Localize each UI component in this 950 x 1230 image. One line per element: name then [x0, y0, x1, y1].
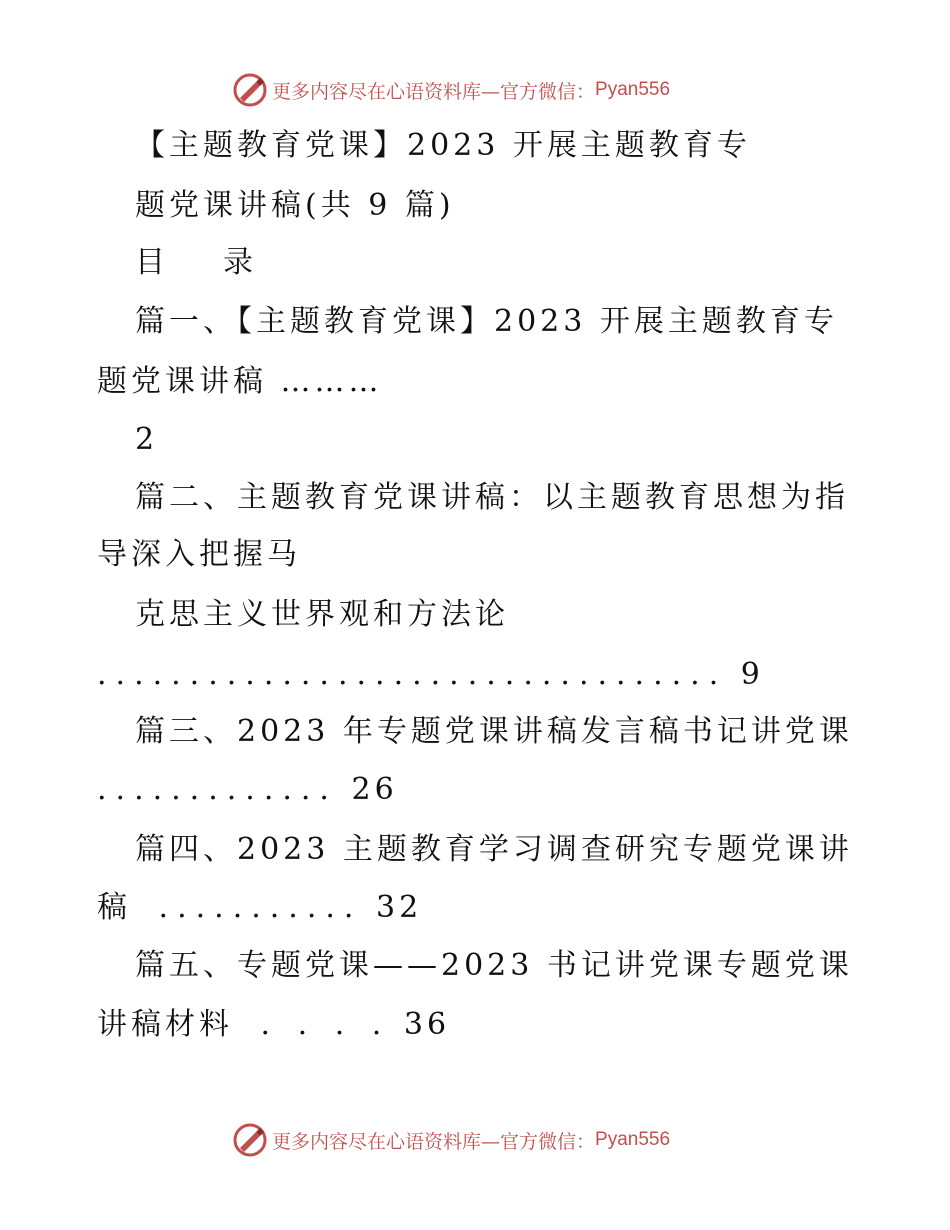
toc-entry-5-leader — [97, 1005, 450, 1045]
leader-dots: ............. — [97, 772, 338, 807]
doc-title-line2: 题党课讲稿(共 9 篇) — [135, 188, 455, 223]
toc-entry-2-line1: 篇二、主题教育党课讲稿：以主题教育思想为指 — [135, 480, 849, 515]
watermark-wechat-id: Pyan556 — [595, 79, 671, 100]
watermark-text: 更多内容尽在心语资料库—官方微信： — [272, 1130, 596, 1153]
watermark-text: 更多内容尽在心语资料库—官方微信： — [272, 80, 596, 103]
watermark-wechat-id: Pyan556 — [595, 1129, 671, 1150]
header-watermark — [232, 70, 670, 110]
toc-entry-2-line2: 导深入把握马 — [97, 537, 301, 572]
leader-dots: . . . . — [260, 1007, 391, 1042]
toc-entry-4-line2: 稿 — [97, 890, 131, 925]
leader-dots: ........... — [158, 890, 363, 925]
leader-dots: .................................. — [97, 657, 728, 692]
toc-entry-1-line1: 篇一、【主题教育党课】2023 开展主题教育专 — [135, 304, 838, 339]
toc-entry-1-line2: 题党课讲稿 ……… — [97, 364, 383, 399]
doc-title-line1: 【主题教育党课】2023 开展主题教育专 — [135, 128, 751, 163]
toc-entry-4-page: 32 — [376, 890, 423, 925]
footer-watermark — [232, 1120, 670, 1160]
toc-entry-5-line2: 讲稿材料 — [97, 1007, 233, 1042]
toc-entry-5-line1: 篇五、专题党课——2023 书记讲党课专题党课 — [135, 948, 853, 983]
toc-entry-1-page: 2 — [135, 422, 159, 457]
toc-entry-2-line3: 克思主义世界观和方法论 — [135, 597, 509, 632]
toc-entry-3-page: 26 — [351, 772, 398, 807]
toc-entry-5-page: 36 — [403, 1007, 451, 1042]
toc-entry-3-leader — [97, 770, 398, 810]
toc-entry-3-line1: 篇三、2023 年专题党课讲稿发言稿书记讲党课 — [135, 714, 853, 749]
pen-logo-icon — [232, 1122, 268, 1158]
toc-heading: 目 录 — [135, 245, 267, 280]
toc-entry-4-line1: 篇四、2023 主题教育学习调查研究专题党课讲 — [135, 832, 853, 867]
toc-entry-4-leader — [97, 888, 422, 928]
pen-logo-icon — [232, 72, 268, 108]
toc-entry-2-leader — [97, 655, 764, 695]
toc-entry-2-page: 9 — [740, 657, 764, 692]
